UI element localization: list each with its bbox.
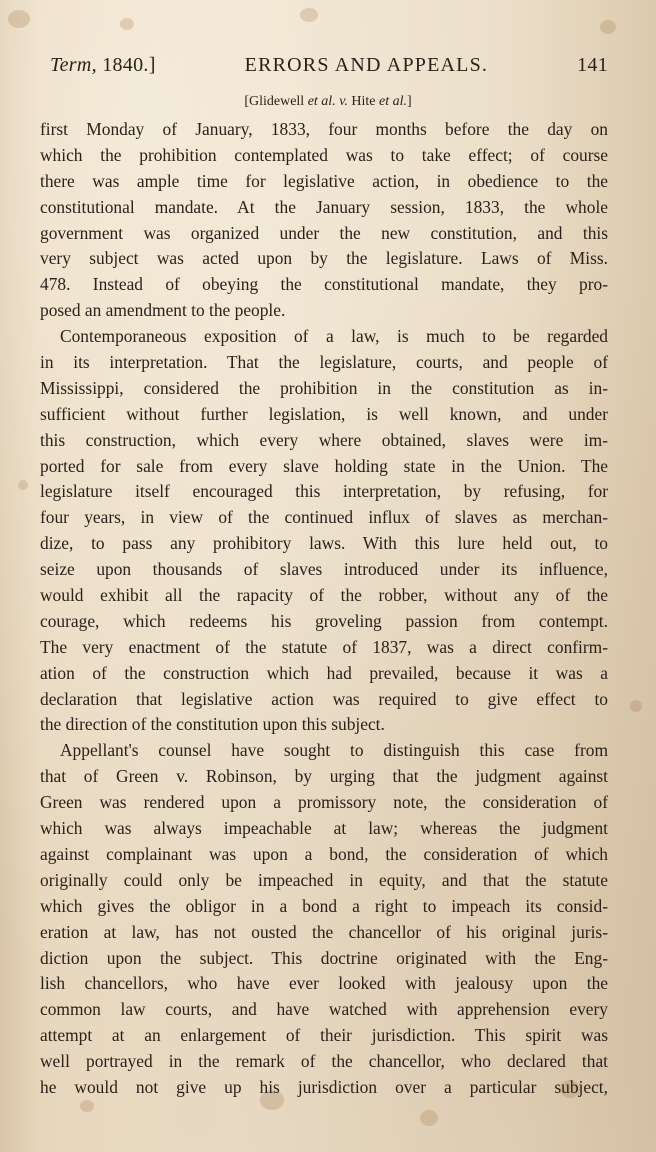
text-line: which was always impeachable at law; whereas the judgment xyxy=(40,818,608,839)
text-line: 478. Instead of obeying the constitutional mandate, they pro- xyxy=(40,274,608,295)
page-number: 141 xyxy=(577,54,608,76)
text-line: well portrayed in the remark of the chancellor, who declared that xyxy=(40,1051,608,1072)
text-line: that of Green v. Robinson, by urging that the judgment against xyxy=(40,766,608,787)
text-line: Appellant's counsel have sought to distinguish this case from xyxy=(60,740,608,761)
foxing-spot xyxy=(300,8,318,22)
text-line: declaration that legislative action was required to give effect to xyxy=(40,688,608,709)
foxing-spot xyxy=(80,1100,94,1112)
case-caption: [Glidewell et al. v. Hite et al.] xyxy=(244,94,412,109)
text-line: Contemporaneous exposition of a law, is much to be regarded xyxy=(60,326,608,347)
foxing-spot xyxy=(630,700,642,712)
text-line: sufficient without further legislation, is well known, and under xyxy=(40,403,608,424)
text-line: posed an amendment to the people. xyxy=(40,300,286,321)
body-text xyxy=(40,117,608,1101)
text-line: four years, in view of the continued influx of slaves as merchan- xyxy=(40,507,608,528)
text-line: eration at law, has not ousted the chancellor of his original juris- xyxy=(40,921,608,942)
header-title: ERRORS AND APPEALS. xyxy=(244,54,489,76)
text-line: Mississippi, considered the prohibition in the constitution as in- xyxy=(40,377,608,398)
text-line: he would not give up his jurisdiction over a particular subject, xyxy=(40,1076,608,1097)
foxing-spot xyxy=(120,18,134,30)
text-line: which the prohibition contemplated was to take effect; of course xyxy=(40,144,608,165)
text-line: diction upon the subject. This doctrine originated with the Eng- xyxy=(40,947,608,968)
text-line: ation of the construction which had prevailed, because it was a xyxy=(40,662,608,683)
text-line: lish chancellors, who have ever looked with jealousy upon the xyxy=(40,973,608,994)
header-term: Term, 1840.] xyxy=(50,54,156,76)
text-line: which gives the obligor in a bond a right to impeach its consid- xyxy=(40,895,608,916)
text-line: ported for sale from every slave holding state in the Union. The xyxy=(40,455,608,476)
text-line: The very enactment of the statute of 1837, was a direct confirm- xyxy=(40,636,608,657)
text-line: first Monday of January, 1833, four months before the day on xyxy=(40,119,608,139)
text-line: in its interpretation. That the legislature, courts, and people of xyxy=(40,352,608,373)
text-line: there was ample time for legislative action, in obedience to the xyxy=(40,170,608,191)
text-line: government was organized under the new constitution, and this xyxy=(40,222,608,243)
text-line: this construction, which every where obtained, slaves were im- xyxy=(40,429,608,450)
foxing-spot xyxy=(420,1110,438,1126)
foxing-spot xyxy=(8,10,30,28)
foxing-spot xyxy=(18,480,28,490)
text-line: originally could only be impeached in equity, and that the statute xyxy=(40,869,608,890)
text-line: against complainant was upon a bond, the consideration of which xyxy=(40,843,608,864)
text-line: constitutional mandate. At the January session, 1833, the whole xyxy=(40,196,608,217)
text-line: the direction of the constitution upon this subject. xyxy=(40,714,385,735)
text-line: dize, to pass any prohibitory laws. With this lure held out, to xyxy=(40,533,608,554)
text-line: would exhibit all the rapacity of the robber, without any of the xyxy=(40,585,608,606)
text-line: attempt at an enlargement of their jurisdiction. This spirit was xyxy=(40,1025,608,1046)
text-line: courage, which redeems his groveling passion from contempt. xyxy=(40,610,608,631)
foxing-spot xyxy=(600,20,616,34)
text-line: very subject was acted upon by the legislature. Laws of Miss. xyxy=(40,248,608,269)
running-header xyxy=(50,54,608,84)
text-line: seize upon thousands of slaves introduced under its influence, xyxy=(40,559,608,580)
text-line: legislature itself encouraged this interpretation, by refusing, for xyxy=(40,481,608,502)
text-line: Green was rendered upon a promissory note, the consideration of xyxy=(40,792,608,813)
text-line: common law courts, and have watched with apprehension every xyxy=(40,999,608,1020)
